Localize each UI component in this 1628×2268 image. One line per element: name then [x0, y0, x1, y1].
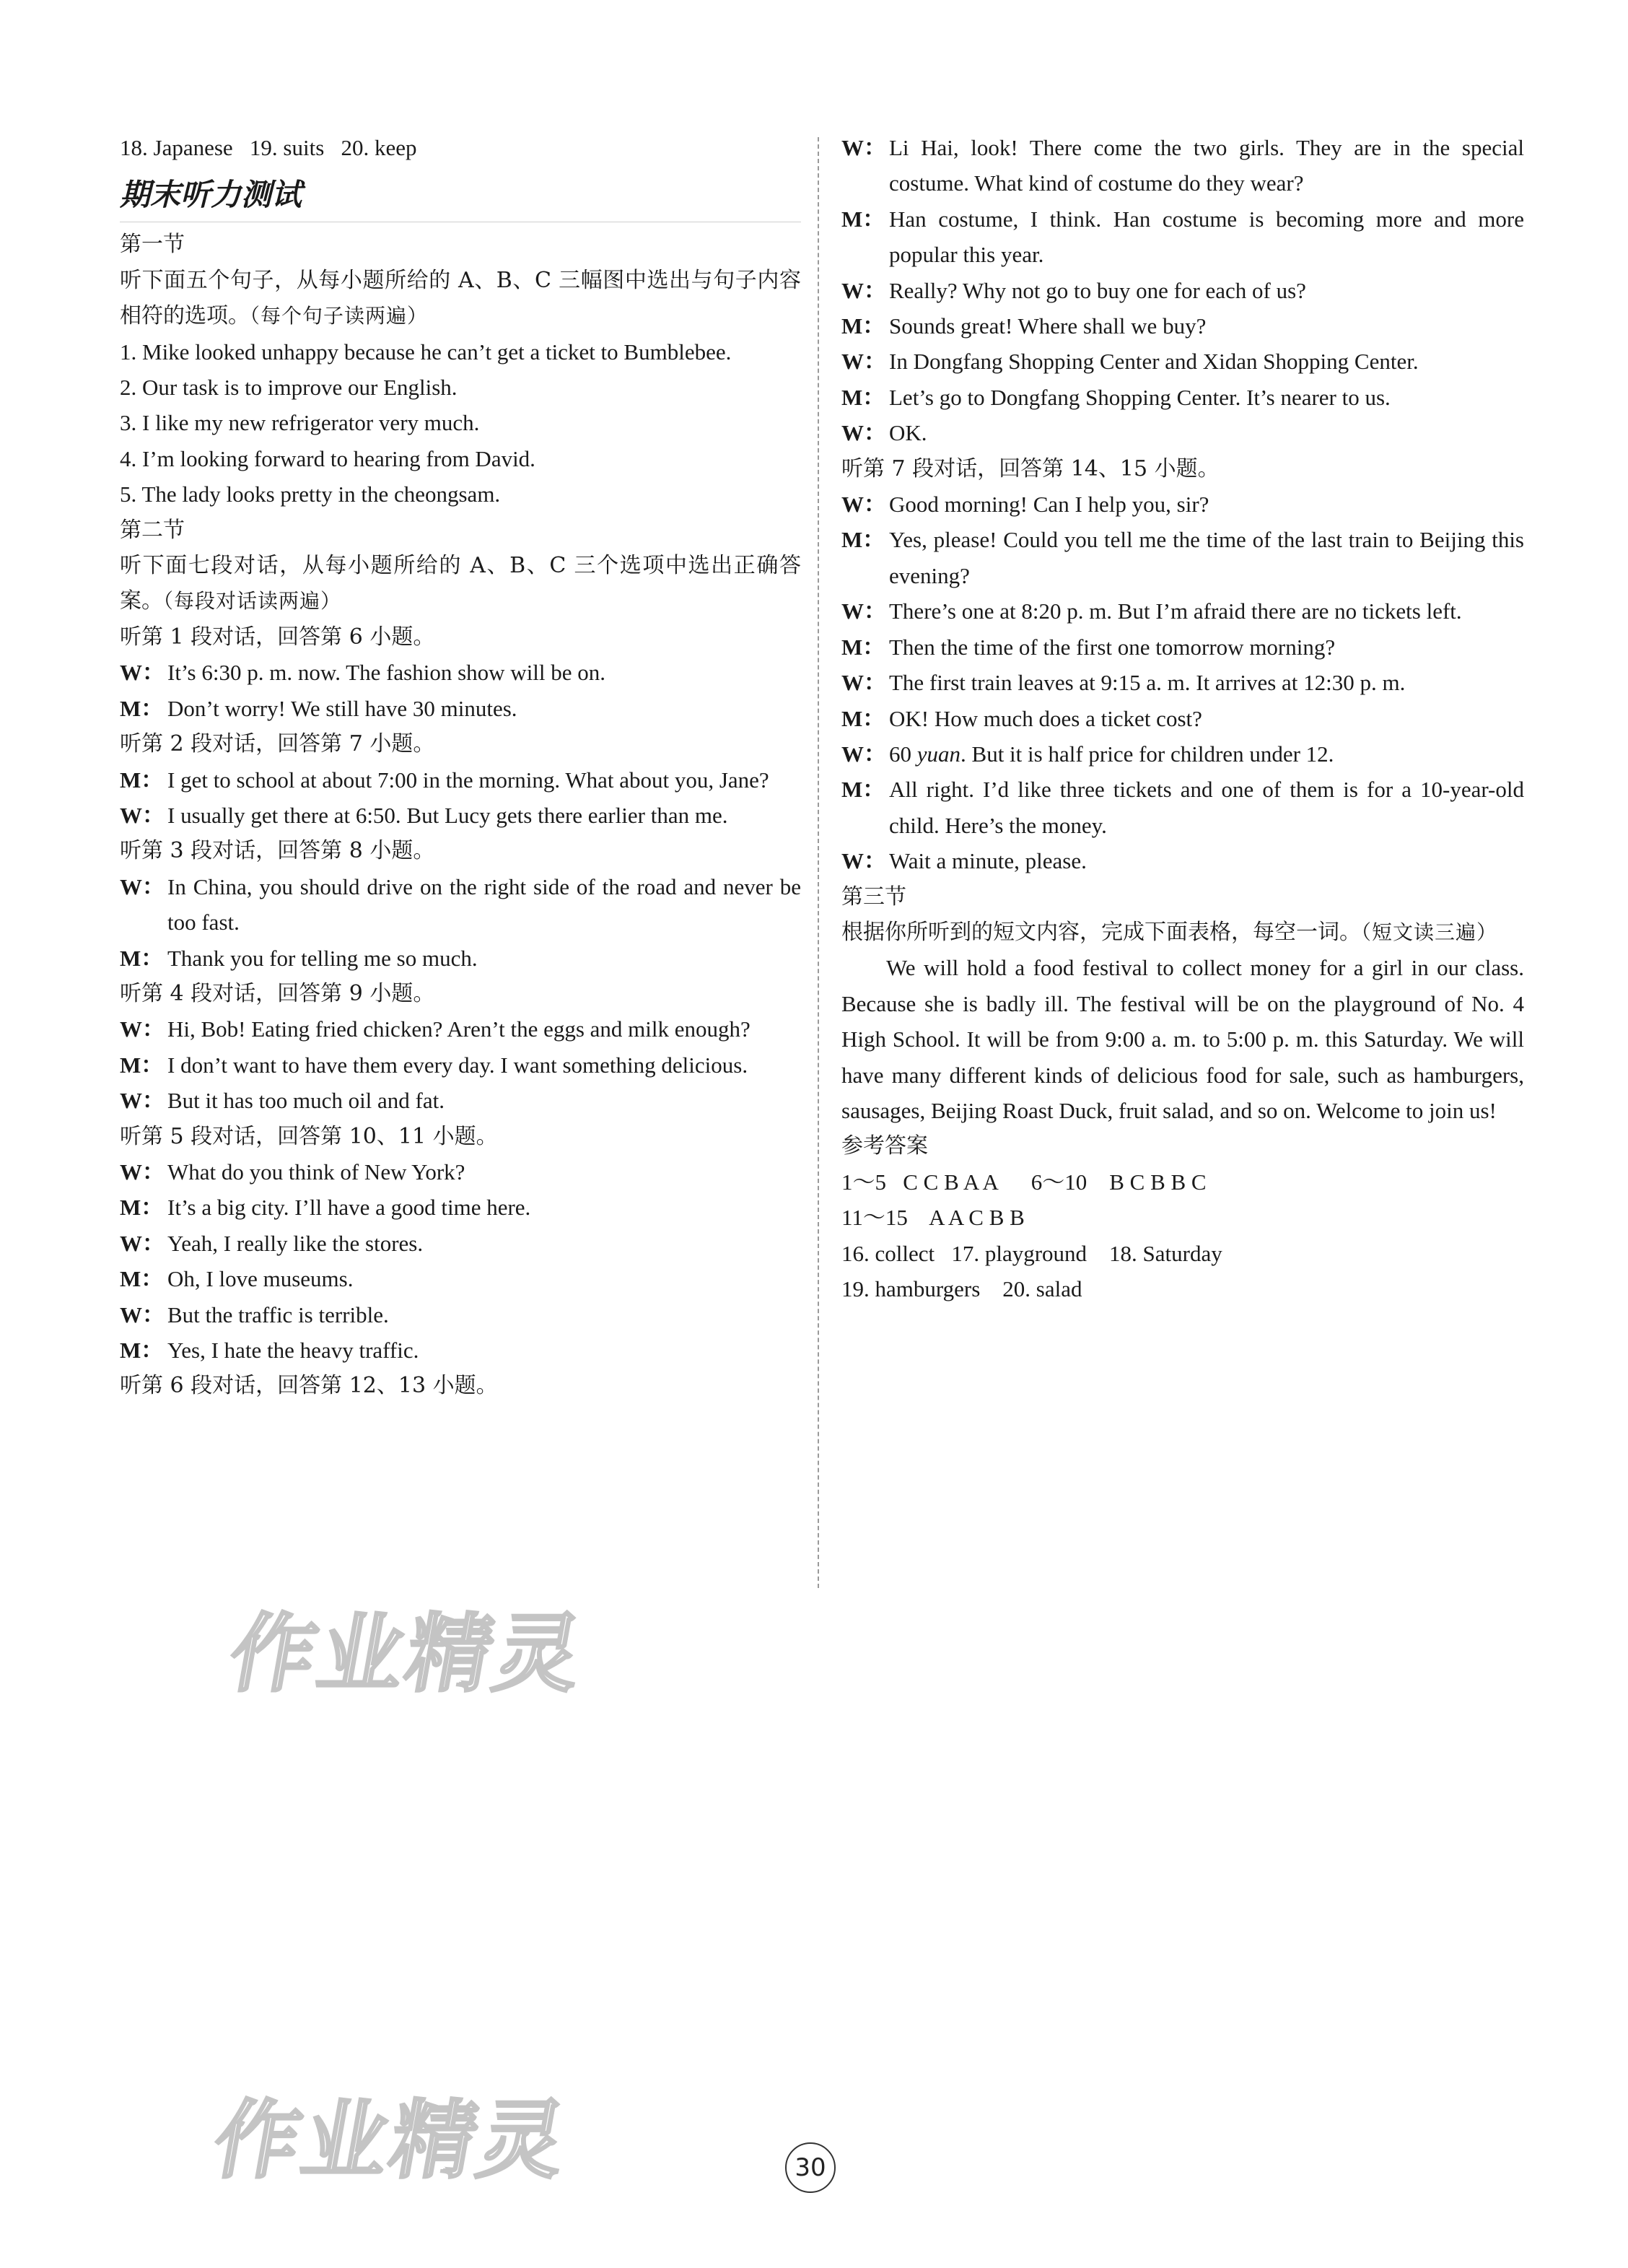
utterance: There’s one at 8:20 p. m. But I’m afraid there are no tickets left. — [889, 598, 1462, 624]
dialogue-line — [841, 736, 1524, 772]
speaker-label: W： — [120, 1159, 165, 1185]
speaker-label: W： — [120, 1230, 165, 1256]
dialogue-line — [120, 941, 801, 976]
dialogue-5 — [120, 1154, 801, 1368]
utterance: Sounds great! Where shall we buy? — [889, 313, 1207, 339]
utterance: Han costume, I think. Han costume is becoming more and more popular this year. — [889, 206, 1524, 268]
dialogue-line — [120, 762, 801, 798]
part3-passage: We will hold a food festival to collect money for a girl in our class. Because she is badly ill. The festival will be on the playground of No. 4 High School. It will be from 9:00 a. m. to 5:00 p. m. this Saturday. We will have many different kinds of delicious food for sale, such as hamburgers, sausages, Beijing Roast Duck, fruit salad, and so on. Welcome to join us! — [841, 955, 1524, 1123]
column-divider — [818, 137, 819, 1588]
dialogue-line — [841, 130, 1524, 201]
speaker-label: M： — [120, 1195, 164, 1221]
dialogue-7 — [841, 487, 1524, 878]
sentence-item: 2. Our task is to improve our English. — [120, 375, 458, 401]
part1-instruction: 听下面五个句子，从每小题所给的 A、B、C 三幅图中选出与句子内容相符的选项。（每个句子读两遍） — [120, 267, 801, 329]
speaker-label: W： — [841, 598, 886, 624]
watermark-logo: 作业精灵 — [222, 1604, 592, 1704]
speaker-label: M： — [841, 206, 885, 232]
dialogue-1 — [120, 655, 801, 726]
utterance: Yeah, I really like the stores. — [167, 1230, 424, 1256]
dialogue-4-intro: 听第 4 段对话，回答第 9 小题。 — [120, 980, 435, 1006]
utterance: It’s a big city. I’ll have a good time here. — [167, 1195, 531, 1221]
dialogue-line — [120, 1333, 801, 1368]
dialogue-line — [841, 629, 1524, 665]
answer-line: 1～5 C C B A A 6～10 B C B B C — [841, 1169, 1207, 1195]
speaker-label: W： — [120, 802, 165, 828]
dialogue-line — [120, 1226, 801, 1261]
speaker-label: W： — [841, 135, 886, 160]
speaker-label: M： — [841, 384, 885, 410]
utterance: It’s 6:30 p. m. now. The fashion show will be on. — [167, 660, 606, 686]
dialogue-5-intro: 听第 5 段对话，回答第 10、11 小题。 — [120, 1123, 498, 1149]
speaker-label: W： — [120, 1016, 165, 1042]
utterance: I get to school at about 7:00 in the morning. What about you, Jane? — [167, 767, 769, 793]
speaker-label: W： — [841, 741, 886, 767]
utterance: The first train leaves at 9:15 a. m. It arrives at 12:30 p. m. — [889, 670, 1406, 696]
speaker-label: M： — [120, 1266, 164, 1292]
utterance: Don’t worry! We still have 30 minutes. — [167, 695, 517, 721]
utterance: But it has too much oil and fat. — [167, 1088, 445, 1114]
dialogue-line — [841, 772, 1524, 843]
speaker-label: M： — [120, 695, 164, 721]
speaker-label: M： — [841, 777, 885, 803]
section-title: 期末听力测试 — [120, 173, 801, 222]
part3-heading: 第三节 — [841, 884, 906, 910]
dialogue-line — [120, 1154, 801, 1190]
sentence-item: 3. I like my new refrigerator very much. — [120, 410, 480, 436]
dialogue-line — [841, 415, 1524, 450]
speaker-label: M： — [841, 705, 885, 731]
speaker-label: W： — [841, 277, 886, 303]
speaker-label: M： — [841, 634, 885, 660]
dialogue-line — [120, 1011, 801, 1047]
dialogue-line — [841, 273, 1524, 308]
utterance: Oh, I love museums. — [167, 1266, 354, 1292]
dialogue-line — [841, 344, 1524, 379]
utterance: Hi, Bob! Eating fried chicken? Aren’t the eggs and milk enough? — [167, 1016, 750, 1042]
answer-key — [841, 1164, 1524, 1307]
previous-answers: 18. Japanese 19. suits 20. keep — [120, 135, 417, 160]
utterance: In Dongfang Shopping Center and Xidan Shopping Center. — [889, 349, 1419, 375]
dialogue-3 — [120, 869, 801, 976]
speaker-label: W： — [120, 1088, 165, 1114]
answer-line: 11～15 A A C B B — [841, 1205, 1025, 1231]
utterance: OK. — [889, 420, 927, 446]
speaker-label: M： — [120, 767, 164, 793]
answer-line: 16. collect 17. playground 18. Saturday — [841, 1240, 1222, 1266]
dialogue-line — [120, 655, 801, 690]
utterance: Yes, I hate the heavy traffic. — [167, 1338, 419, 1363]
dialogue-line — [841, 487, 1524, 522]
speaker-label: M： — [120, 945, 164, 971]
dialogue-2-intro: 听第 2 段对话，回答第 7 小题。 — [120, 731, 435, 757]
dialogue-line — [120, 691, 801, 726]
page-number: 30 — [785, 2142, 836, 2193]
dialogue-line — [841, 380, 1524, 415]
utterance: In China, you should drive on the right side of the road and never be too fast. — [167, 873, 801, 935]
sentence-item: 1. Mike looked unhappy because he can’t get a ticket to Bumblebee. — [120, 339, 732, 365]
utterance: Then the time of the first one tomorrow morning? — [889, 634, 1336, 660]
utterance: Li Hai, look! There come the two girls. They are in the special costume. What kind of costume do they wear? — [889, 135, 1524, 196]
speaker-label: W： — [841, 848, 886, 874]
dialogue-line — [841, 593, 1524, 629]
speaker-label: W： — [120, 1301, 165, 1327]
utterance: All right. I’d like three tickets and one of them is for a 10-year-old child. Here’s the money. — [889, 777, 1524, 838]
sentence-item: 4. I’m looking forward to hearing from David. — [120, 445, 535, 471]
left-column — [120, 130, 801, 1404]
utterance: Let’s go to Dongfang Shopping Center. It’s nearer to us. — [889, 384, 1391, 410]
dialogue-line — [841, 522, 1524, 593]
part2-heading: 第二节 — [120, 517, 185, 543]
watermark-logo: 作业精灵 — [206, 2090, 577, 2190]
dialogue-4 — [120, 1011, 801, 1118]
utterance: I don’t want to have them every day. I want something delicious. — [167, 1052, 748, 1078]
dialogue-line — [841, 843, 1524, 878]
dialogue-line — [120, 1083, 801, 1118]
dialogue-6 — [841, 130, 1524, 451]
dialogue-line — [841, 308, 1524, 344]
speaker-label: W： — [841, 349, 886, 375]
utterance: Thank you for telling me so much. — [167, 945, 478, 971]
right-column — [841, 130, 1524, 1307]
dialogue-line — [841, 665, 1524, 700]
dialogue-7-intro: 听第 7 段对话，回答第 14、15 小题。 — [841, 455, 1220, 481]
dialogue-line — [120, 1190, 801, 1225]
part1-heading: 第一节 — [120, 232, 185, 258]
dialogue-line — [841, 701, 1524, 736]
speaker-label: W： — [841, 420, 886, 446]
speaker-label: M： — [120, 1052, 164, 1078]
dialogue-3-intro: 听第 3 段对话，回答第 8 小题。 — [120, 838, 435, 864]
speaker-label: M： — [120, 1338, 164, 1363]
part1-sentences — [120, 334, 801, 513]
dialogue-6-intro: 听第 6 段对话，回答第 12、13 小题。 — [120, 1373, 498, 1399]
utterance: OK! How much does a ticket cost? — [889, 705, 1202, 731]
dialogue-1-intro: 听第 1 段对话，回答第 6 小题。 — [120, 624, 435, 650]
utterance: Really? Why not go to buy one for each of us? — [889, 277, 1306, 303]
sentence-item: 5. The lady looks pretty in the cheongsam. — [120, 481, 501, 507]
speaker-label: W： — [120, 660, 165, 686]
speaker-label: W： — [841, 492, 886, 518]
dialogue-line — [120, 798, 801, 833]
part3-instruction: 根据你所听到的短文内容，完成下面表格，每空一词。（短文读三遍） — [841, 919, 1498, 945]
utterance: What do you think of New York? — [167, 1159, 465, 1185]
dialogue-line — [841, 201, 1524, 273]
dialogue-2 — [120, 762, 801, 834]
answers-heading: 参考答案 — [841, 1133, 928, 1159]
utterance: 60 yuan. But it is half price for children under 12. — [889, 741, 1334, 767]
utterance: Good morning! Can I help you, sir? — [889, 492, 1209, 518]
utterance: Yes, please! Could you tell me the time of the last train to Beijing this evening? — [889, 527, 1524, 588]
part2-instruction: 听下面七段对话，从每小题所给的 A、B、C 三个选项中选出正确答案。（每段对话读两遍） — [120, 553, 801, 614]
dialogue-line — [120, 1047, 801, 1083]
dialogue-line — [120, 869, 801, 941]
speaker-label: M： — [841, 313, 885, 339]
dialogue-line — [120, 1297, 801, 1333]
dialogue-line — [120, 1261, 801, 1296]
speaker-label: M： — [841, 527, 885, 553]
utterance: Wait a minute, please. — [889, 848, 1087, 874]
utterance: I usually get there at 6:50. But Lucy gets there earlier than me. — [167, 802, 728, 828]
speaker-label: W： — [120, 873, 165, 899]
speaker-label: W： — [841, 670, 886, 696]
answer-line: 19. hamburgers 20. salad — [841, 1276, 1082, 1301]
utterance: But the traffic is terrible. — [167, 1301, 389, 1327]
